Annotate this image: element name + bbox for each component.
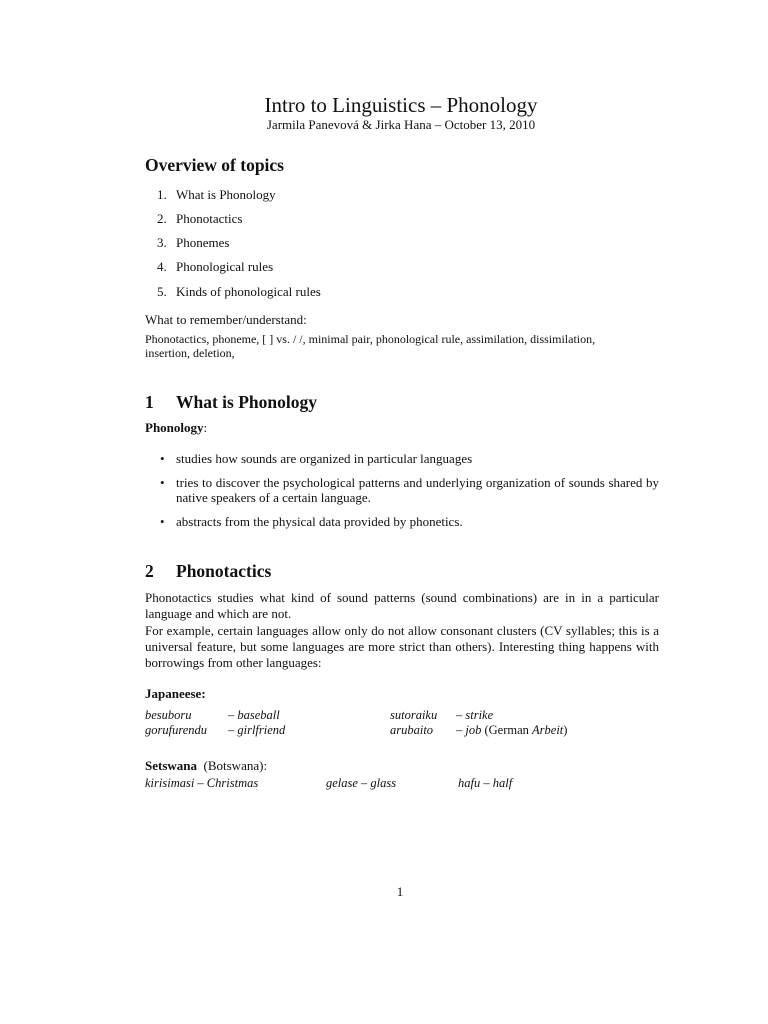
setswana-example: gelase – glass: [326, 776, 397, 790]
term-colon: :: [203, 420, 208, 435]
section-title: What is Phonology: [176, 392, 317, 412]
phonotactics-paragraph-1: Phonotactics studies what kind of sound patterns (sound combinations) are in in a particular language and which are not.: [145, 590, 659, 621]
section-1-heading: [145, 392, 317, 413]
overview-item: [157, 187, 276, 203]
setswana-example: hafu – half: [458, 776, 513, 790]
example-gloss-extended: [456, 723, 567, 738]
overview-item-text: Phonemes: [176, 235, 230, 250]
overview-item-text: Kinds of phonological rules: [176, 284, 321, 299]
bullet-text: studies how sounds are organized in particular languages: [176, 451, 473, 466]
setswana-example: kirisimasi – Christmas: [145, 776, 259, 790]
document-title: Intro to Linguistics – Phonology: [264, 93, 538, 117]
setswana-label: Setswana: [145, 758, 198, 773]
phonology-term: Phonology: [145, 420, 204, 435]
remember-label: What to remember/understand:: [145, 312, 307, 327]
example-gloss: – baseball: [228, 708, 280, 722]
section-2-heading: [145, 561, 271, 582]
overview-item-number: 5.: [157, 284, 167, 299]
overview-heading: Overview of topics: [145, 155, 284, 175]
example-word: besuboru: [145, 708, 192, 722]
overview-item-number: 2.: [157, 211, 167, 226]
overview-item: [157, 259, 273, 275]
example-gloss: – strike: [456, 708, 494, 722]
bullet-dot: •: [160, 475, 165, 490]
setswana-label-line: [145, 758, 659, 774]
section-title: Phonotactics: [176, 561, 272, 581]
overview-item-number: 3.: [157, 235, 167, 250]
phonology-term-line: [145, 420, 659, 436]
bullet-dot: •: [160, 451, 165, 466]
remember-line: Phonotactics, phoneme, [ ] vs. / /, minimal pair, phonological rule, assimilation, dissimilation,: [145, 332, 596, 346]
setswana-note: (Botswana):: [203, 758, 268, 773]
bullet-item: [160, 514, 659, 529]
overview-item: [157, 211, 242, 227]
section-number: 1: [145, 392, 154, 412]
bullet-dot: •: [160, 514, 165, 529]
phonotactics-paragraph-2: For example, certain languages allow only do not allow consonant clusters (CV syllables; this is a universal feature, but some languages are more strict than others). Interesting thing happens with borrowings from other languages:: [145, 623, 659, 670]
section-number: 2: [145, 561, 154, 581]
example-word: arubaito: [390, 723, 434, 737]
japanese-label: Japaneese:: [145, 686, 206, 701]
bullet-item: [160, 451, 659, 466]
document-authors: Jarmila Panevová & Jirka Hana – October 13, 2010: [266, 117, 536, 132]
overview-item-text: What is Phonology: [176, 187, 276, 202]
gloss-note: (German: [484, 723, 529, 737]
gloss-note-end: ): [563, 723, 568, 737]
overview-item: [157, 284, 321, 300]
bullet-text: abstracts from the physical data provided by phonetics.: [176, 514, 463, 529]
bullet-item: [160, 475, 659, 505]
example-gloss: – job: [456, 723, 482, 737]
bullet-text: tries to discover the psychological patterns and underlying organization of sounds shared by native speakers of a certain language.: [176, 475, 659, 505]
remember-line: insertion, deletion,: [145, 346, 235, 360]
overview-item-text: Phonotactics: [176, 211, 243, 226]
example-gloss: – girlfriend: [228, 723, 286, 737]
overview-item-number: 1.: [157, 187, 167, 202]
example-word: gorufurendu: [145, 723, 208, 737]
overview-item-text: Phonological rules: [176, 259, 274, 274]
gloss-note-word: Arbeit: [532, 723, 564, 737]
overview-item: [157, 235, 229, 251]
overview-item-number: 4.: [157, 259, 167, 274]
example-word: sutoraiku: [390, 708, 438, 722]
page-number: 1: [396, 884, 404, 899]
